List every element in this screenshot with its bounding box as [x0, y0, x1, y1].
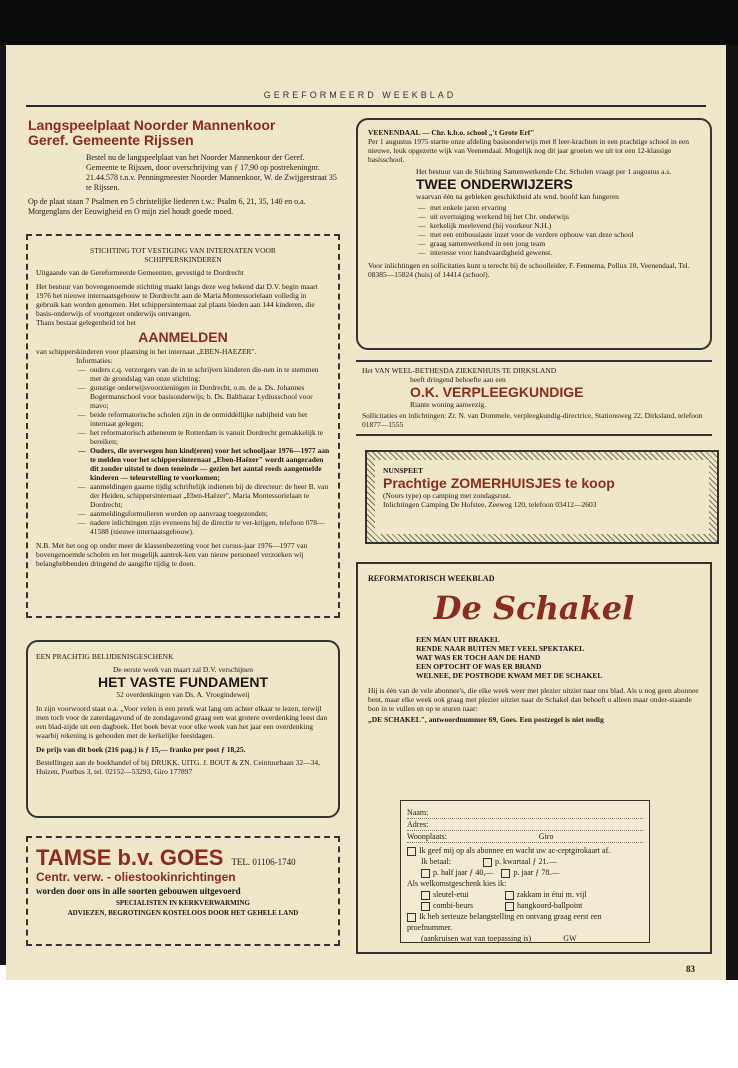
ad5-p4: Voor inlichtingen en sollicitaties kunt u terecht bij de schoolleider, F. Fennema, Pollux 18, Veenendaal, Tel. 08385—15824 (huis) of 14414 (school). [368, 261, 690, 279]
ad3-price: De prijs van dit boek (216 pag.) is ƒ 15,— franko per post ƒ 18,25. [36, 745, 246, 754]
ad7-line1: (Noors type) op camping met zondagsrust. [383, 491, 511, 500]
list-item: — aanmeldingsformulieren worden op aanvraag toegezonden; [90, 509, 330, 518]
form-period-row [421, 867, 643, 878]
form-betaal: Ik betaal: [421, 857, 451, 866]
form-giro-label[interactable]: Giro [538, 832, 554, 841]
checkbox[interactable] [483, 858, 492, 867]
form-gift-row [421, 889, 643, 900]
form-opt2-text: Ik heb serieuze belangstelling en ontvang graag eerst een proefnummer. [407, 912, 602, 932]
ad-zomerhuisjes [365, 450, 719, 544]
ad7-inner [375, 460, 709, 534]
top-border [0, 0, 738, 45]
form-half: p. half jaar ƒ 40,— [433, 868, 494, 877]
form-opt1-text: Ik geef mij op als abonnee en wacht uw ac-ceptgirokaart af. [419, 846, 611, 855]
caps-line: EEN MAN UIT BRAKEL [416, 635, 500, 644]
form-woonplaats-label[interactable]: Woonplaats: [407, 832, 447, 841]
ad2-aanmelden: AANMELDEN [138, 329, 228, 345]
ad2-title: STICHTING TOT VESTIGING VAN INTERNATEN VOOR SCHIPPERSKINDEREN [90, 246, 276, 264]
ad3-body: In zijn voorwoord staat o.a. „Voor velen is een preek wat lang om achter elkaar te lezen, terwijl men toch voor de zaterdagavond of de zondagavond graag een wat grotere overdenking leest dan een blad-zijde uit een dagboek. Het boek bevat voor elke week van het jaar een overdenking waarbij rekening is gehouden met de kerkelijke feestdagen. [36, 704, 328, 740]
subscription-form [400, 800, 650, 943]
form-betaal-row [421, 856, 643, 867]
ad6-title: O.K. VERPLEEGKUNDIGE [410, 384, 584, 400]
ad7-label: NUNSPEET [383, 466, 424, 475]
caps-line: EEN OPTOCHT OF WAS ER BRAND [416, 662, 542, 671]
form-woonplaats-row [407, 831, 643, 843]
form-jaar: p. jaar ƒ 78.— [513, 868, 560, 877]
form-g3: combi-beurs [433, 901, 473, 910]
list-item: — kerkelijk meelevend (bij voorkeur N.H.) [430, 221, 700, 230]
list-item: — ouders c.q. verzorgers van de in te schrijven kinderen die-nen in te stemmen met de grondslag van onze stichting; [90, 365, 330, 383]
ad8-caps [416, 635, 700, 680]
checkbox[interactable] [501, 869, 510, 878]
ad4-line3: SPECIALISTEN IN KERKVERWARMING [116, 899, 250, 907]
ad8-p2: „DE SCHAKEL", antwoordnummer 69, Goes. Een postzegel is niet nodig [368, 715, 604, 724]
ad3-order: Bestellingen aan de boekhandel of bij DRUKK. UITG. J. BOUT & ZN. Ceintuurbaan 32—34, Huizen, Postbus 3, tel. 02152—53293, Giro 177897 [36, 758, 320, 776]
ad5-title: TWEE ONDERWIJZERS [416, 176, 573, 192]
ad3-label: EEN PRACHTIG BELIJDENISGESCHENK [36, 652, 174, 661]
ad4-brand-row [36, 846, 330, 870]
ad4-line2: worden door ons in alle soorten gebouwen uitgevoerd [36, 886, 241, 896]
ad-tamse [26, 836, 340, 946]
ad2-nb: N.B. Met het oog op onder meer de klassenbezetting voor het cursus-jaar 1976—1977 van bovengenoemde scholen en het mogelijk aantrek-ken van nieuw personeel verzoeken wij belanghebbenden dringend de aangifte tijdig te doen. [36, 541, 308, 568]
ad5-p1: Per 1 augustus 1975 startte onze afdeling basisonderwijs met 8 leer-krachten in een prachtige school in een nieuwe, leuk opgezette wijk van Veenendaal. Mogelijk nog dit jaar groeien we uit tot een 12-klassige basisschool. [368, 137, 689, 164]
ad2-p2: Thans bestaat gelegenheid tot het [36, 318, 136, 327]
form-kwart: p. kwartaal ƒ 21.— [494, 857, 557, 866]
list-item: — nadere inlichtingen zijn eveneens bij de directie te ver-krijgen, telefoon 078—41588 (nieuwe internaatsgebouw). [90, 518, 330, 536]
checkbox[interactable] [421, 902, 430, 911]
ad3-line1: De eerste week van maart zal D.V. verschijnen [112, 665, 253, 674]
form-adres-label[interactable]: Adres: [407, 819, 643, 831]
form-gw: GW [563, 934, 577, 943]
form-welkom: Als welkomstgeschenk kies ik: [407, 879, 507, 888]
checkbox[interactable] [421, 891, 430, 900]
ad3-line2: 52 overdenkingen van Ds. A. Vroegindeweij [116, 690, 250, 699]
running-header: GEREFORMEERD WEEKBLAD [263, 90, 457, 100]
ad8-logo: De Schakel [433, 589, 635, 627]
form-g4: hangkoord-ballpoint [517, 901, 583, 910]
ad4-tel: TEL. 01106-1740 [231, 857, 296, 867]
form-g2: zakkam in étui m. vijl [516, 890, 587, 899]
form-aank: (aankruisen wat van toepassing is) [421, 934, 532, 943]
ad6-line4: Sollicitaties en inlichtingen: Zr. N. van Dommele, verpleegkundig-directrice, Stationsweg 22, Dirksland, telefoon 01877—1555 [362, 411, 703, 429]
ad5-p3: waarvan één na gebleken geschiktheid als wnd. hoofd kan fungeren [416, 192, 619, 201]
ad7-title: Prachtige ZOMERHUISJES te koop [383, 475, 615, 491]
ad6-line1: Het VAN WEEL-BETHESDA ZIEKENHUIS TE DIRKSLAND [362, 366, 557, 375]
list-item: — graag samenwerkend in een jong team [430, 239, 700, 248]
header-rule [26, 105, 706, 107]
caps-line: RENDE NAAR BUITEN MET VEEL SPEKTAKEL [416, 644, 585, 653]
ad1-note: Op de plaat staan 7 Psalmen en 5 christelijke liederen t.w.: Psalm 6, 21, 35, 140 en o.a. Morgenglans der Eeuwigheid en O mijn ziel houdt goede moed. [28, 197, 306, 216]
ad4-brand: TAMSE b.v. GOES [36, 845, 224, 870]
list-item: — met enkele jaren ervaring [430, 203, 700, 212]
checkbox[interactable] [407, 913, 416, 922]
form-gift-row [421, 900, 643, 911]
form-naam-label[interactable]: Naam: [407, 807, 643, 819]
form-aank-row [421, 933, 643, 944]
right-border [726, 45, 738, 980]
ad2-p1: Het bestuur van bovengenoemde stichting maakt langs deze weg bekend dat D.V. begin maart 1976 het nieuwe internaatsgebouw te Dordrecht aan de Maria Montessorielaan volledig in gebruik kan worden genomen. Het schippersinternaat zal plaats bieden aan 144 kinderen, die basis-onderwijs of voortgezet onderwijs ontvangen. [36, 282, 318, 318]
list-item: — met een enthousiaste inzet voor de verdere opbouw van deze school [430, 230, 700, 239]
ad2-p3: van schipperskinderen voor plaatsing in het internaat „EBEN-HAEZER". [36, 347, 257, 356]
list-item: — aanmeldingen gaarne tijdig schriftelijk indienen bij de directeur: de heer B. van der Heiden, schippersinternaat „Eben-Haëzer", Maria Montessorielaan te Dordrecht; [90, 482, 330, 509]
ad7-line2: Inlichtingen Camping De Hofstee, Zeeweg 120, telefoon 03412—2603 [383, 500, 597, 509]
form-g1: sleutel-etui [433, 890, 469, 899]
list-item: — het reformatorisch atheneum te Rotterdam is vanuit Dordrecht gemakkelijk te bereiken; [90, 428, 330, 446]
ad5-list [416, 203, 700, 257]
ad3-title: HET VASTE FUNDAMENT [97, 674, 269, 690]
ad4-line1: Centr. verw. - oliestookinrichtingen [36, 870, 236, 884]
form-opt2[interactable] [407, 911, 643, 933]
ad8-label: REFORMATORISCH WEEKBLAD [368, 574, 495, 583]
checkbox[interactable] [505, 902, 514, 911]
ad5-p2: Het bestuur van de Stichting Samenwerkende Chr. Scholen vraagt per 1 augustus a.s. [416, 167, 672, 176]
list-item: — Ouders, die overwegen hun kind(eren) voor het schooljaar 1976—1977 aan te melden voor het schippersinternaat „Eben-Haëzer" wordt aangeraden dit zonder uitstel te doen teneinde — gezien het aantal reeds aangemelde kinderen — teleurstelling te voorkomen; [90, 446, 330, 482]
list-item: — interesse voor handvaardigheid gewenst. [430, 248, 700, 257]
checkbox[interactable] [407, 847, 416, 856]
ad1-title1: Langspeelplaat Noorder Mannenkoor [28, 117, 276, 133]
ad1-body: Bestel nu de langspeelplaat van het Noorder Mannenkoor der Geref. Gemeente te Rijssen, door overschrijving van ƒ 17,90 op postrekeningnr. 21.44.578 t.n.v. Penningmeester Noorder Mannenkoor, W. de Zwijgerstraat 35 te Rijssen. [86, 153, 337, 192]
form-opt1[interactable] [407, 845, 643, 856]
page-number: 83 [686, 964, 695, 974]
checkbox[interactable] [421, 869, 430, 878]
caps-line: WAT WAS ER TOCH AAN DE HAND [416, 653, 541, 662]
ad1-title2: Geref. Gemeente Rijssen [28, 132, 194, 148]
ad-internaten [26, 234, 340, 618]
list-item: — uit overtuiging werkend bij het Chr. onderwijs [430, 212, 700, 221]
ad-ziekenhuis [356, 360, 712, 436]
checkbox[interactable] [505, 891, 514, 900]
list-item: — gunstige onderwijsvoorzieningen in Dordrecht, o.m. de a. Ds. Johannes Bogermanschool voor basisonderwijs; b. Ds. Balthazar Lydiusschool voor mavo; [90, 383, 330, 410]
ad-vaste-fundament [26, 640, 340, 818]
ad6-line2: heeft dringend behoefte aan een [410, 375, 506, 384]
list-item: — beide reformatorische scholen zijn in de onmiddellijke nabijheid van het internaat gelegen; [90, 410, 330, 428]
ad2-sub: Uitgaande van de Gereformeerde Gemeenten, gevestigd te Dordrecht [36, 268, 244, 277]
ad6-line3: Riante woning aanwezig. [410, 400, 487, 409]
ad5-head: VEENENDAAL — Chr. k.b.o. school „'t Grote Erf" [368, 128, 535, 137]
ad-veenendaal [356, 118, 712, 350]
ad-langspeelplaat [28, 118, 338, 217]
ad4-line4: ADVIEZEN, BEGROTINGEN KOSTELOOS DOOR HET GEHELE LAND [67, 909, 299, 917]
ad2-informaties: Informaties: [76, 356, 113, 365]
ad2-list [76, 365, 330, 536]
ad8-p1: Hij is één van de vele abonnee's, die elke week weer met plezier uitziet naar ons blad. Als u nog geen abonnee bent, maar elke week ook graag met plezier uitziet naar de Schakel dan behoeft u alleen maar onder-staande bon in te vullen en op te sturen naar: [368, 686, 699, 713]
caps-line: WELNEE, DE POSTBODE KWAM MET DE SCHAKEL [416, 671, 603, 680]
